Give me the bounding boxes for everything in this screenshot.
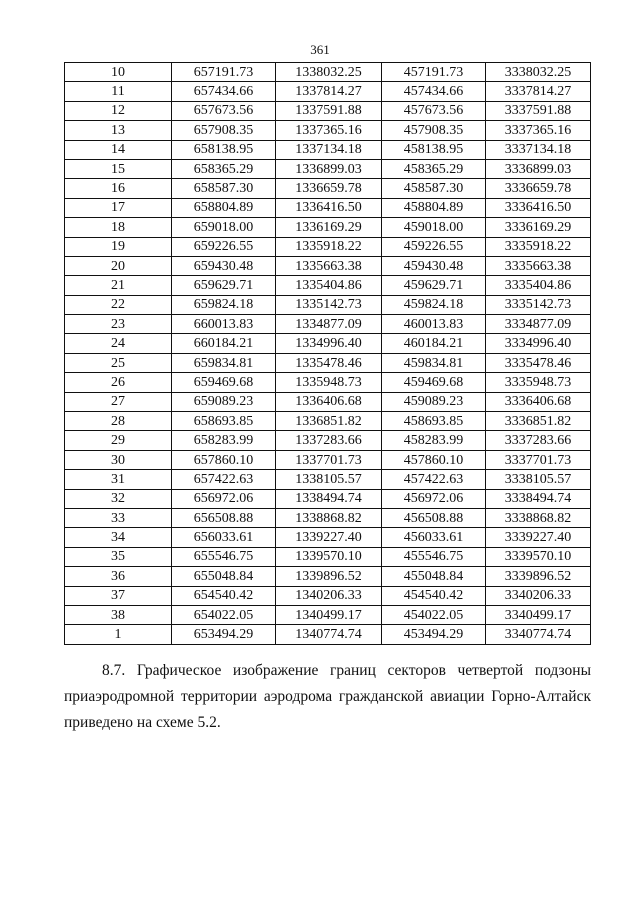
y-local-cell: 3336406.68 [486, 392, 591, 411]
table-row [65, 82, 591, 101]
x-local-cell: 459018.00 [382, 218, 486, 237]
point-number-cell: 13 [65, 121, 172, 140]
x-msk-cell: 657860.10 [172, 450, 276, 469]
y-msk-cell: 1337701.73 [276, 450, 382, 469]
x-msk-cell: 659226.55 [172, 237, 276, 256]
table-row [65, 256, 591, 275]
x-msk-cell: 657422.63 [172, 470, 276, 489]
y-msk-cell: 1339227.40 [276, 528, 382, 547]
x-local-cell: 458283.99 [382, 431, 486, 450]
point-number-cell: 33 [65, 508, 172, 527]
x-local-cell: 458804.89 [382, 198, 486, 217]
y-local-cell: 3335142.73 [486, 295, 591, 314]
y-local-cell: 3338032.25 [486, 63, 591, 82]
y-msk-cell: 1340499.17 [276, 605, 382, 624]
y-msk-cell: 1335404.86 [276, 276, 382, 295]
table-row [65, 198, 591, 217]
y-msk-cell: 1336169.29 [276, 218, 382, 237]
x-local-cell: 458587.30 [382, 179, 486, 198]
x-msk-cell: 659469.68 [172, 373, 276, 392]
y-msk-cell: 1339570.10 [276, 547, 382, 566]
x-local-cell: 459834.81 [382, 353, 486, 372]
y-local-cell: 3335948.73 [486, 373, 591, 392]
x-msk-cell: 657908.35 [172, 121, 276, 140]
x-msk-cell: 659430.48 [172, 256, 276, 275]
y-local-cell: 3334877.09 [486, 315, 591, 334]
y-msk-cell: 1335918.22 [276, 237, 382, 256]
x-local-cell: 459824.18 [382, 295, 486, 314]
y-msk-cell: 1338105.57 [276, 470, 382, 489]
x-msk-cell: 658365.29 [172, 159, 276, 178]
table-row [65, 470, 591, 489]
y-local-cell: 3334996.40 [486, 334, 591, 353]
x-msk-cell: 659629.71 [172, 276, 276, 295]
table-row [65, 179, 591, 198]
point-number-cell: 29 [65, 431, 172, 450]
y-local-cell: 3338105.57 [486, 470, 591, 489]
point-number-cell: 21 [65, 276, 172, 295]
y-msk-cell: 1338494.74 [276, 489, 382, 508]
table-row [65, 334, 591, 353]
table-row [65, 392, 591, 411]
x-msk-cell: 660013.83 [172, 315, 276, 334]
x-msk-cell: 660184.21 [172, 334, 276, 353]
table-row [65, 567, 591, 586]
x-msk-cell: 654540.42 [172, 586, 276, 605]
point-number-cell: 27 [65, 392, 172, 411]
point-number-cell: 1 [65, 625, 172, 644]
y-local-cell: 3340206.33 [486, 586, 591, 605]
table-row [65, 605, 591, 624]
table-row [65, 315, 591, 334]
x-msk-cell: 655546.75 [172, 547, 276, 566]
x-local-cell: 455048.84 [382, 567, 486, 586]
y-msk-cell: 1336851.82 [276, 412, 382, 431]
x-local-cell: 459629.71 [382, 276, 486, 295]
y-local-cell: 3336659.78 [486, 179, 591, 198]
y-msk-cell: 1336899.03 [276, 159, 382, 178]
y-local-cell: 3336416.50 [486, 198, 591, 217]
y-msk-cell: 1337591.88 [276, 101, 382, 120]
table-row [65, 586, 591, 605]
y-local-cell: 3337814.27 [486, 82, 591, 101]
point-number-cell: 23 [65, 315, 172, 334]
point-number-cell: 34 [65, 528, 172, 547]
table-row [65, 508, 591, 527]
point-number-cell: 10 [65, 63, 172, 82]
x-msk-cell: 658804.89 [172, 198, 276, 217]
table-row [65, 412, 591, 431]
y-msk-cell: 1335948.73 [276, 373, 382, 392]
point-number-cell: 35 [65, 547, 172, 566]
x-local-cell: 456972.06 [382, 489, 486, 508]
y-msk-cell: 1335478.46 [276, 353, 382, 372]
y-local-cell: 3340499.17 [486, 605, 591, 624]
x-msk-cell: 658138.95 [172, 140, 276, 159]
point-number-cell: 14 [65, 140, 172, 159]
x-msk-cell: 658283.99 [172, 431, 276, 450]
section-paragraph: 8.7. Графическое изображение границ секторов четвертой подзоны приаэродромной территории аэродрома гражданской авиации Горно-Алтайск приведено на схеме 5.2. [64, 662, 591, 731]
point-number-cell: 26 [65, 373, 172, 392]
point-number-cell: 22 [65, 295, 172, 314]
y-local-cell: 3338868.82 [486, 508, 591, 527]
x-local-cell: 455546.75 [382, 547, 486, 566]
x-local-cell: 457434.66 [382, 82, 486, 101]
y-msk-cell: 1337814.27 [276, 82, 382, 101]
y-local-cell: 3335478.46 [486, 353, 591, 372]
point-number-cell: 28 [65, 412, 172, 431]
x-msk-cell: 659089.23 [172, 392, 276, 411]
table-row [65, 489, 591, 508]
x-msk-cell: 658693.85 [172, 412, 276, 431]
point-number-cell: 19 [65, 237, 172, 256]
page-number: 361 [310, 42, 330, 57]
x-msk-cell: 655048.84 [172, 567, 276, 586]
table-row [65, 121, 591, 140]
x-local-cell: 458365.29 [382, 159, 486, 178]
x-msk-cell: 653494.29 [172, 625, 276, 644]
x-local-cell: 454540.42 [382, 586, 486, 605]
x-local-cell: 456033.61 [382, 528, 486, 547]
x-local-cell: 456508.88 [382, 508, 486, 527]
y-local-cell: 3336169.29 [486, 218, 591, 237]
y-local-cell: 3335663.38 [486, 256, 591, 275]
point-number-cell: 17 [65, 198, 172, 217]
point-number-cell: 20 [65, 256, 172, 275]
x-msk-cell: 659824.18 [172, 295, 276, 314]
y-msk-cell: 1335663.38 [276, 256, 382, 275]
x-local-cell: 459226.55 [382, 237, 486, 256]
y-local-cell: 3337591.88 [486, 101, 591, 120]
y-local-cell: 3340774.74 [486, 625, 591, 644]
table-row [65, 450, 591, 469]
x-local-cell: 457908.35 [382, 121, 486, 140]
table-row [65, 159, 591, 178]
table-row [65, 625, 591, 644]
x-msk-cell: 659018.00 [172, 218, 276, 237]
point-number-cell: 32 [65, 489, 172, 508]
y-msk-cell: 1334996.40 [276, 334, 382, 353]
x-local-cell: 453494.29 [382, 625, 486, 644]
y-msk-cell: 1338868.82 [276, 508, 382, 527]
table-row [65, 547, 591, 566]
table-row [65, 353, 591, 372]
x-msk-cell: 656508.88 [172, 508, 276, 527]
y-msk-cell: 1336659.78 [276, 179, 382, 198]
x-local-cell: 458138.95 [382, 140, 486, 159]
point-number-cell: 18 [65, 218, 172, 237]
y-local-cell: 3337365.16 [486, 121, 591, 140]
table-row [65, 101, 591, 120]
x-msk-cell: 656033.61 [172, 528, 276, 547]
x-local-cell: 459430.48 [382, 256, 486, 275]
y-msk-cell: 1340206.33 [276, 586, 382, 605]
y-local-cell: 3337701.73 [486, 450, 591, 469]
y-msk-cell: 1338032.25 [276, 63, 382, 82]
x-local-cell: 457191.73 [382, 63, 486, 82]
y-msk-cell: 1335142.73 [276, 295, 382, 314]
point-number-cell: 12 [65, 101, 172, 120]
table-row [65, 295, 591, 314]
point-number-cell: 31 [65, 470, 172, 489]
x-local-cell: 459469.68 [382, 373, 486, 392]
x-local-cell: 457422.63 [382, 470, 486, 489]
y-local-cell: 3337134.18 [486, 140, 591, 159]
point-number-cell: 24 [65, 334, 172, 353]
table-row [65, 373, 591, 392]
y-local-cell: 3336851.82 [486, 412, 591, 431]
coordinates-table [64, 62, 591, 645]
table-row [65, 431, 591, 450]
x-local-cell: 460184.21 [382, 334, 486, 353]
point-number-cell: 36 [65, 567, 172, 586]
point-number-cell: 37 [65, 586, 172, 605]
y-msk-cell: 1340774.74 [276, 625, 382, 644]
y-msk-cell: 1334877.09 [276, 315, 382, 334]
x-local-cell: 454022.05 [382, 605, 486, 624]
point-number-cell: 25 [65, 353, 172, 372]
table-row [65, 218, 591, 237]
y-local-cell: 3337283.66 [486, 431, 591, 450]
table-row [65, 63, 591, 82]
point-number-cell: 11 [65, 82, 172, 101]
y-local-cell: 3338494.74 [486, 489, 591, 508]
x-msk-cell: 657673.56 [172, 101, 276, 120]
y-msk-cell: 1336406.68 [276, 392, 382, 411]
y-msk-cell: 1337365.16 [276, 121, 382, 140]
x-msk-cell: 657434.66 [172, 82, 276, 101]
coordinates-table-body [65, 63, 591, 645]
y-local-cell: 3336899.03 [486, 159, 591, 178]
y-local-cell: 3339227.40 [486, 528, 591, 547]
y-msk-cell: 1337283.66 [276, 431, 382, 450]
point-number-cell: 16 [65, 179, 172, 198]
point-number-cell: 30 [65, 450, 172, 469]
y-local-cell: 3339570.10 [486, 547, 591, 566]
x-msk-cell: 656972.06 [172, 489, 276, 508]
x-msk-cell: 657191.73 [172, 63, 276, 82]
x-local-cell: 460013.83 [382, 315, 486, 334]
point-number-cell: 38 [65, 605, 172, 624]
y-msk-cell: 1336416.50 [276, 198, 382, 217]
table-row [65, 276, 591, 295]
y-local-cell: 3335918.22 [486, 237, 591, 256]
x-local-cell: 457673.56 [382, 101, 486, 120]
y-local-cell: 3339896.52 [486, 567, 591, 586]
y-msk-cell: 1339896.52 [276, 567, 382, 586]
x-msk-cell: 654022.05 [172, 605, 276, 624]
x-msk-cell: 658587.30 [172, 179, 276, 198]
y-msk-cell: 1337134.18 [276, 140, 382, 159]
x-local-cell: 459089.23 [382, 392, 486, 411]
table-row [65, 237, 591, 256]
point-number-cell: 15 [65, 159, 172, 178]
table-row [65, 528, 591, 547]
y-local-cell: 3335404.86 [486, 276, 591, 295]
x-msk-cell: 659834.81 [172, 353, 276, 372]
x-local-cell: 457860.10 [382, 450, 486, 469]
table-row [65, 140, 591, 159]
x-local-cell: 458693.85 [382, 412, 486, 431]
